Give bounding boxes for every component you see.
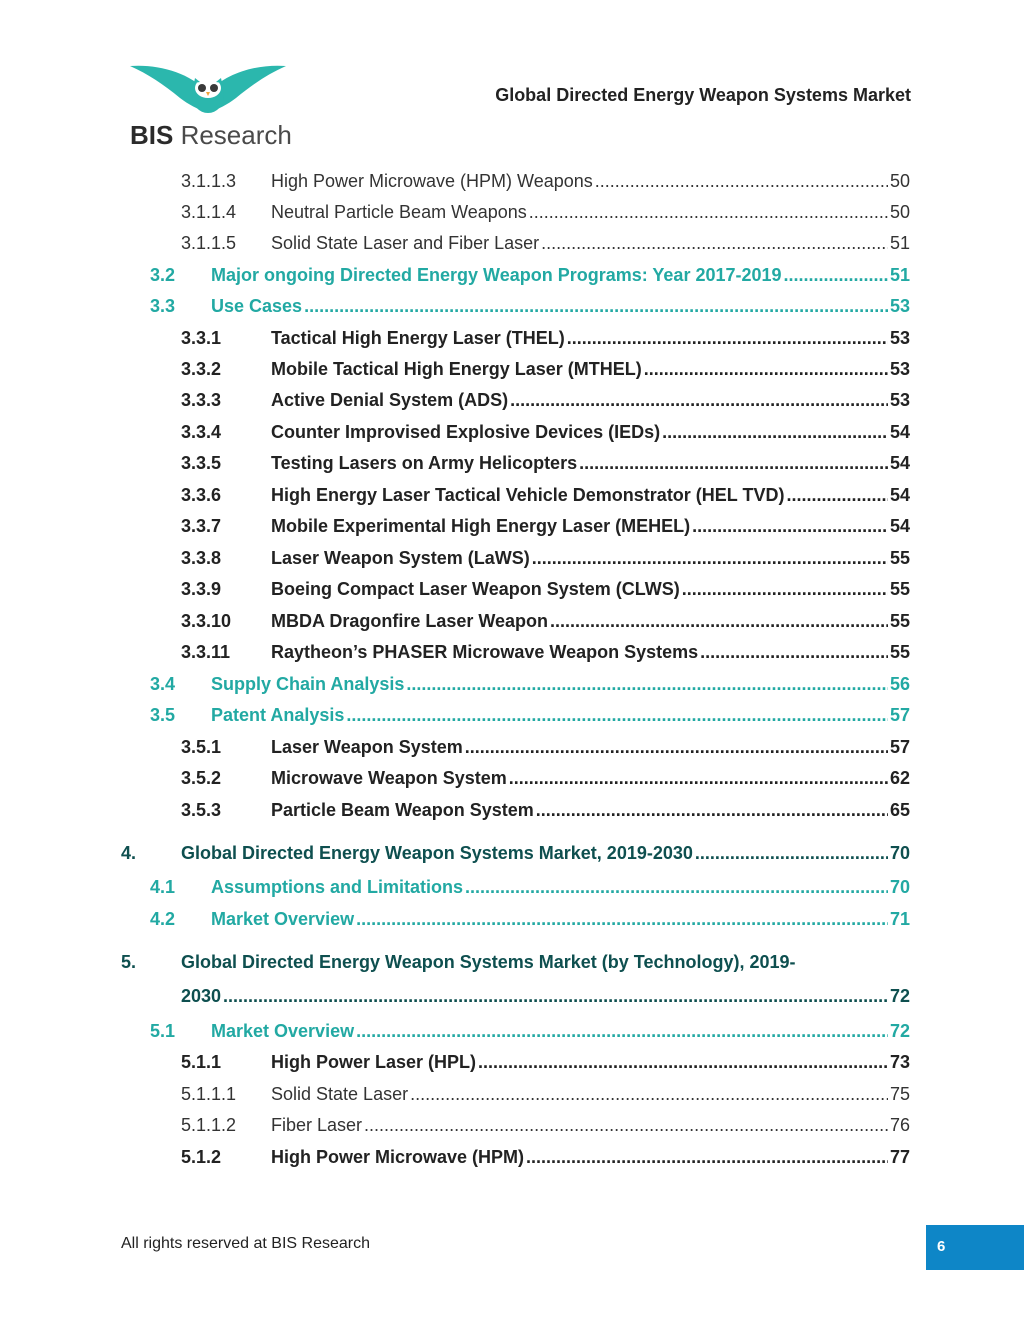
toc-entry[interactable] [150, 673, 910, 695]
toc-entry[interactable] [181, 389, 910, 411]
toc-entry-number: 3.3.4 [181, 422, 222, 442]
toc-entry-title: Mobile Tactical High Energy Laser (MTHEL) [271, 359, 642, 379]
toc-entry[interactable] [181, 1051, 910, 1073]
toc-entry-number: 5. [121, 952, 137, 972]
toc-entry-title: MBDA Dragonfire Laser Weapon [271, 611, 549, 631]
toc-entry-title: Global Directed Energy Weapon Systems Market, 2019-2030 [181, 843, 693, 863]
toc-dot-leader [526, 1146, 888, 1168]
toc-entry-title: Microwave Weapon System [271, 768, 507, 788]
toc-entry-title: Laser Weapon System (LaWS) [271, 548, 530, 568]
toc-dot-leader [644, 358, 888, 380]
toc-entry-page: 54 [889, 485, 910, 505]
toc-dot-leader [406, 673, 888, 695]
toc-entry-page: 54 [889, 422, 910, 442]
toc-dot-leader [567, 327, 888, 349]
toc-entry-title: Patent Analysis [211, 705, 345, 725]
toc-dot-leader [595, 170, 888, 192]
toc-entry[interactable] [181, 736, 910, 758]
toc-entry[interactable] [181, 421, 910, 443]
toc-entry-title: Active Denial System (ADS) [271, 390, 509, 410]
toc-entry-page: 55 [889, 611, 910, 631]
toc-entry-page: 53 [889, 359, 910, 379]
toc-entry-title: Solid State Laser [271, 1084, 409, 1104]
toc-entry[interactable] [181, 515, 910, 537]
toc-entry-page: 55 [889, 579, 910, 599]
page-number: 6 [937, 1238, 946, 1255]
toc-entry-page: 51 [889, 265, 910, 285]
toc-dot-leader [223, 985, 888, 1007]
toc-entry-number: 3.5.1 [181, 737, 222, 757]
toc-entry-number: 5.1.2 [181, 1147, 222, 1167]
toc-entry[interactable] [181, 484, 910, 506]
toc-entry[interactable] [150, 908, 910, 930]
owl-logo-icon [128, 62, 288, 120]
toc-dot-leader [465, 736, 888, 758]
toc-entry-number: 3.4 [150, 674, 176, 694]
toc-dot-leader [579, 452, 888, 474]
toc-entry-title: Raytheon’s PHASER Microwave Weapon Systems [271, 642, 699, 662]
toc-entry[interactable] [181, 578, 910, 600]
toc-entry-page: 62 [889, 768, 910, 788]
toc-entry-number: 5.1.1.1 [181, 1084, 237, 1104]
toc-entry-number: 3.3.2 [181, 359, 222, 379]
toc-entry-title: Laser Weapon System [271, 737, 463, 757]
toc-entry-number: 3.1.1.4 [181, 202, 237, 222]
toc-dot-leader [510, 389, 888, 411]
toc-entry[interactable] [181, 327, 910, 349]
toc-entry-title: Testing Lasers on Army Helicopters [271, 453, 578, 473]
toc-dot-leader [682, 578, 888, 600]
toc-entry-number: 4.1 [150, 877, 176, 897]
toc-dot-leader [356, 908, 888, 930]
toc-entry-title: Global Directed Energy Weapon Systems Market (by Technology), 2019- [181, 952, 796, 972]
toc-entry-page: 76 [889, 1115, 910, 1135]
toc-entry-number: 3.1.1.5 [181, 233, 237, 253]
toc-entry-page: 57 [889, 737, 910, 757]
toc-entry-number: 5.1.1.2 [181, 1115, 237, 1135]
page-number-box [926, 1225, 1024, 1270]
toc-entry-title: Fiber Laser [271, 1115, 363, 1135]
toc-entry[interactable] [181, 799, 910, 821]
toc-entry-title: High Power Microwave (HPM) Weapons [271, 171, 593, 191]
toc-entry-title: High Power Microwave (HPM) [271, 1147, 525, 1167]
toc-entry-number: 3.3.9 [181, 579, 222, 599]
toc-entry-page: 55 [889, 642, 910, 662]
toc-entry-title: Supply Chain Analysis [211, 674, 405, 694]
toc-entry-title: Counter Improvised Explosive Devices (IEDs) [271, 422, 661, 442]
toc-entry[interactable] [181, 452, 910, 474]
toc-entry-title: High Power Laser (HPL) [271, 1052, 477, 1072]
toc-dot-leader [465, 876, 888, 898]
toc-entry[interactable] [181, 547, 910, 569]
toc-entry-page: 56 [889, 674, 910, 694]
toc-entry-number: 3.5 [150, 705, 176, 725]
toc-entry-page: 71 [889, 909, 910, 929]
toc-entry-number: 3.5.3 [181, 800, 222, 820]
toc-dot-leader [346, 704, 888, 726]
toc-dot-leader [695, 842, 888, 864]
toc-entry-title: Market Overview [211, 909, 355, 929]
toc-entry[interactable] [181, 232, 910, 254]
toc-entry-page: 50 [889, 171, 910, 191]
toc-entry-number: 3.1.1.3 [181, 171, 237, 191]
toc-entry-page: 70 [889, 877, 910, 897]
toc-entry[interactable] [181, 1114, 910, 1136]
toc-entry[interactable] [150, 1020, 910, 1042]
toc-dot-leader [550, 610, 888, 632]
toc-entry-title: Boeing Compact Laser Weapon System (CLWS) [271, 579, 680, 599]
toc-entry-number: 3.5.2 [181, 768, 222, 788]
toc-entry-number: 4. [121, 843, 137, 863]
toc-entry-page: 51 [889, 233, 910, 253]
toc-entry-number: 4.2 [150, 909, 176, 929]
toc-entry[interactable] [181, 767, 910, 789]
toc-dot-leader [541, 232, 888, 254]
toc-entry-number: 3.3.10 [181, 611, 232, 631]
bis-research-logo [128, 62, 292, 152]
toc-entry[interactable] [150, 264, 910, 286]
toc-entry-title: Particle Beam Weapon System [271, 800, 534, 820]
toc-dot-leader [536, 799, 888, 821]
toc-entry[interactable] [181, 358, 910, 380]
toc-entry-page: 55 [889, 548, 910, 568]
toc-entry-number: 3.3.5 [181, 453, 222, 473]
toc-entry-number: 5.1 [150, 1021, 176, 1041]
toc-entry[interactable] [150, 876, 910, 898]
toc-entry[interactable] [181, 641, 910, 663]
toc-entry-title: 2030 [181, 986, 222, 1006]
toc-entry[interactable] [181, 170, 910, 192]
toc-entry-title: Use Cases [211, 296, 303, 316]
toc-entry-title: Mobile Experimental High Energy Laser (MEHEL) [271, 516, 691, 536]
toc-entry-page: 72 [889, 986, 910, 1006]
toc-dot-leader [700, 641, 888, 663]
toc-dot-leader [784, 264, 888, 286]
toc-entry-page: 77 [889, 1147, 910, 1167]
toc-dot-leader [692, 515, 888, 537]
toc-entry[interactable] [150, 704, 910, 726]
toc-dot-leader [532, 547, 888, 569]
toc-entry-number: 3.2 [150, 265, 176, 285]
toc-entry-page: 53 [889, 296, 910, 316]
toc-entry-number: 3.3.11 [181, 642, 231, 662]
toc-entry[interactable] [181, 610, 910, 632]
document-title: Global Directed Energy Weapon Systems Market [495, 85, 911, 105]
toc-entry-number: 3.3.6 [181, 485, 222, 505]
toc-entry-page: 65 [889, 800, 910, 820]
toc-entry-page: 75 [889, 1084, 910, 1104]
toc-entry[interactable] [121, 951, 910, 973]
toc-dot-leader [478, 1051, 888, 1073]
toc-entry[interactable] [121, 842, 910, 864]
toc-entry-page: 72 [889, 1021, 910, 1041]
toc-entry-page: 53 [889, 390, 910, 410]
toc-dot-leader [364, 1114, 888, 1136]
toc-dot-leader [410, 1083, 888, 1105]
toc-entry[interactable] [121, 985, 910, 1007]
toc-entry-page: 53 [889, 328, 910, 348]
logo-wordmark: BIS Research [130, 120, 292, 150]
toc-entry[interactable] [181, 1146, 910, 1168]
toc-entry[interactable] [181, 1083, 910, 1105]
toc-dot-leader [509, 767, 888, 789]
toc-entry-title: High Energy Laser Tactical Vehicle Demonstrator (HEL TVD) [271, 485, 785, 505]
toc-entry-page: 57 [889, 705, 910, 725]
toc-entry-page: 70 [889, 843, 910, 863]
toc-entry-number: 3.3 [150, 296, 176, 316]
toc-entry-title: Solid State Laser and Fiber Laser [271, 233, 540, 253]
toc-dot-leader [529, 201, 888, 223]
toc-entry-page: 54 [889, 453, 910, 473]
toc-entry-title: Tactical High Energy Laser (THEL) [271, 328, 565, 348]
toc-entry[interactable] [181, 201, 910, 223]
toc-entry-page: 50 [889, 202, 910, 222]
toc-entry-page: 73 [889, 1052, 910, 1072]
toc-entry-title: Major ongoing Directed Energy Weapon Programs: Year 2017-2019 [211, 265, 782, 285]
toc-entry-title: Neutral Particle Beam Weapons [271, 202, 527, 222]
toc-entry[interactable] [150, 295, 910, 317]
toc-dot-leader [662, 421, 888, 443]
footer-rights: All rights reserved at BIS Research [121, 1235, 370, 1252]
toc-dot-leader [786, 484, 887, 506]
toc-entry-number: 3.3.1 [181, 328, 222, 348]
toc-dot-leader [304, 295, 888, 317]
toc-entry-number: 3.3.8 [181, 548, 222, 568]
toc-entry-title: Assumptions and Limitations [211, 877, 464, 897]
toc-entry-number: 3.3.7 [181, 516, 222, 536]
toc-entry-number: 3.3.3 [181, 390, 222, 410]
toc-entry-number: 5.1.1 [181, 1052, 222, 1072]
toc-entry-title: Market Overview [211, 1021, 355, 1041]
toc-entry-page: 54 [889, 516, 910, 536]
toc-dot-leader [356, 1020, 888, 1042]
